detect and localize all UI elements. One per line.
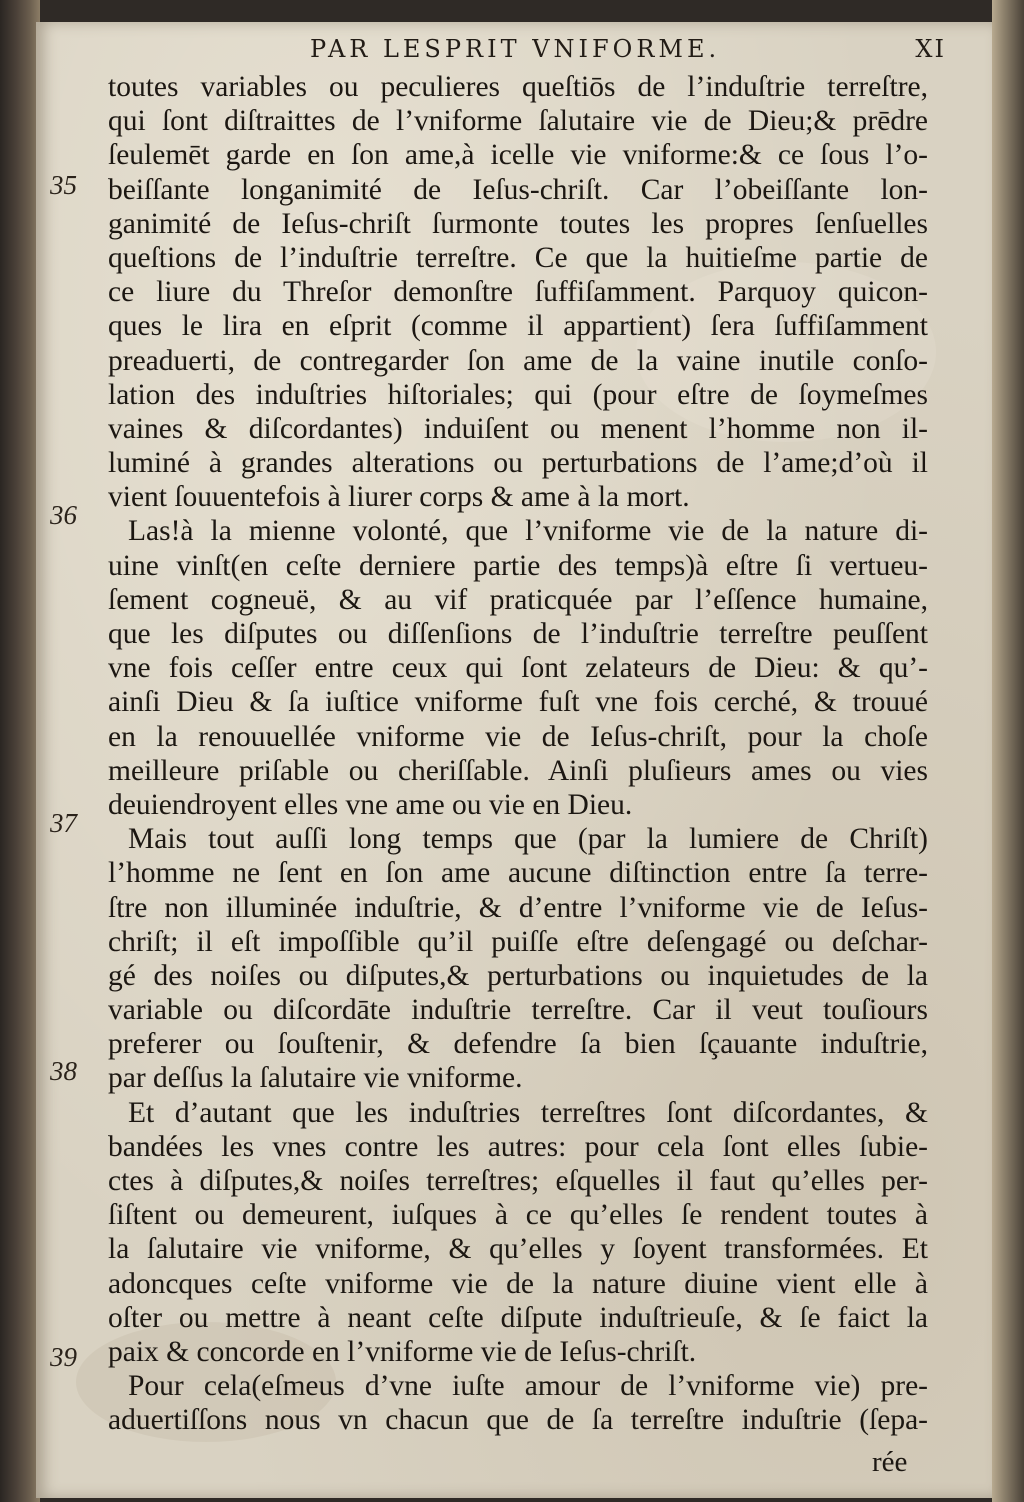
book-gutter (0, 0, 40, 1502)
text-line: la ſalutaire vie vniforme, & qu’elles y ſoyent transformées. Et (108, 1233, 928, 1266)
verse-number: 37 (50, 808, 77, 838)
body-text (108, 70, 928, 1438)
text-line: aduertiſſons nous vn chacun que de ſa terreſtre induſtrie (ſepa- (108, 1404, 928, 1437)
page-fore-edge (992, 0, 1024, 1502)
text-line: lation des induſtries hiſtoriales; qui (pour eſtre de ſoymeſmes (108, 378, 928, 411)
text-line: bandées les vnes contre les autres: pour cela ſont elles ſubie- (108, 1130, 928, 1163)
text-line: que les diſputes ou diſſenſions de l’induſtrie terreſtre peuſſent (108, 618, 928, 650)
text-line: ainſi Dieu & ſa iuſtice vniforme fuſt vne fois cerché, & trouué (108, 686, 928, 719)
text-line: beiſſante longanimité de Ieſus-chriſt. Car l’obeiſſante lon- (108, 173, 928, 206)
text-line: ganimité de Ieſus-chriſt ſurmonte toutes les propres ſenſuelles (108, 207, 928, 240)
text-line: variable ou diſcordāte induſtrie terreſtre. Car il veut touſiours (108, 994, 928, 1027)
text-line: par deſſus la ſalutaire vie vniforme. (108, 1062, 523, 1095)
text-line: ſement cogneuë, & au vif praticquée par l’eſſence humaine, (108, 583, 928, 616)
text-line: Mais tout auſſi long temps que (par la lumiere de Chriſt) (128, 823, 928, 856)
catchword: rée (872, 1446, 908, 1478)
running-head-title: PAR LESPRIT VNIFORME. (310, 35, 721, 63)
text-line: ſiſtent ou demeurent, iuſques à ce qu’elles ſe rendent toutes à (108, 1199, 928, 1232)
text-line: uine vinſt(en ceſte derniere partie des temps)à eſtre ſi vertueu- (108, 549, 928, 582)
text-line: meilleure priſable ou cheriſſable. Ainſi pluſieurs ames ou vies (108, 754, 928, 787)
text-line: l’homme ne ſent en ſon ame aucune diſtinction entre ſa terre- (108, 857, 928, 890)
text-line: luminé à grandes alterations ou perturbations de l’ame;d’où il (108, 447, 928, 480)
text-line: queſtions de l’induſtrie terreſtre. Ce que la huitieſme partie de (108, 241, 928, 274)
text-line: Et d’autant que les induſtries terreſtres ſont diſcordantes, & (128, 1096, 928, 1129)
verse-number: 35 (50, 170, 77, 200)
text-line: deuiendroyent elles vne ame ou vie en Dieu. (108, 788, 633, 821)
text-line: ſtre non illuminée induſtrie, & d’entre l’vniforme vie de Ieſus- (108, 891, 928, 924)
text-line: ſeulemēt garde en ſon ame,à icelle vie vniforme:& ce ſous l’o- (108, 139, 928, 172)
text-line: adoncques ceſte vniforme vie de la nature diuine vient elle à (108, 1267, 928, 1300)
text-line: ques le lira en eſprit (comme il appartient) ſera ſuffiſamment (108, 310, 928, 343)
text-line: chriſt; il eſt impoſſible qu’il puiſſe eſtre deſengagé ou deſchar- (108, 925, 928, 958)
text-line: preferer ou ſouſtenir, & defendre ſa bien ſçauante induſtrie, (108, 1028, 928, 1061)
text-line: ce liure du Threſor demonſtre ſuffiſamment. Parquoy quicon- (108, 276, 928, 309)
folio-number: XI (915, 35, 946, 63)
text-line: preaduerti, de contregarder ſon ame de la vaine inutile conſo- (108, 344, 928, 377)
text-line: toutes variables ou peculieres queſtiōs de l’induſtrie terreſtre, (108, 71, 928, 103)
text-line: oſter ou mettre à neant ceſte diſpute induſtrieuſe, & ſe faict la (108, 1301, 928, 1334)
text-line: paix & concorde en l’vniforme vie de Ieſus-chriſt. (108, 1335, 697, 1368)
text-line: gé des noiſes ou diſputes,& perturbations ou inquietudes de la (108, 959, 928, 992)
text-line: ctes à diſputes,& noiſes terreſtres; eſquelles il faut qu’elles per- (108, 1165, 928, 1197)
verse-number: 39 (50, 1342, 77, 1372)
text-line: vient ſouuentefois à liurer corps & ame à la mort. (108, 481, 690, 514)
verse-number: 36 (50, 500, 77, 530)
text-line: qui ſont diſtraittes de l’vniforme ſalutaire vie de Dieu;& prēdre (108, 105, 928, 138)
text-line: en la renouuellée vniforme vie de Ieſus-chriſt, pour la choſe (108, 720, 928, 753)
text-line: Pour cela(eſmeus d’vne iuſte amour de l’vniforme vie) pre- (128, 1370, 928, 1403)
text-line: Las!à la mienne volonté, que l’vniforme vie de la nature di- (128, 515, 928, 548)
text-line: vne fois ceſſer entre ceux qui ſont zelateurs de Dieu: & qu’- (108, 652, 928, 685)
verse-number: 38 (50, 1056, 77, 1086)
running-head (310, 32, 950, 66)
text-line: vaines & diſcordantes) induiſent ou menent l’homme non il- (108, 412, 928, 445)
